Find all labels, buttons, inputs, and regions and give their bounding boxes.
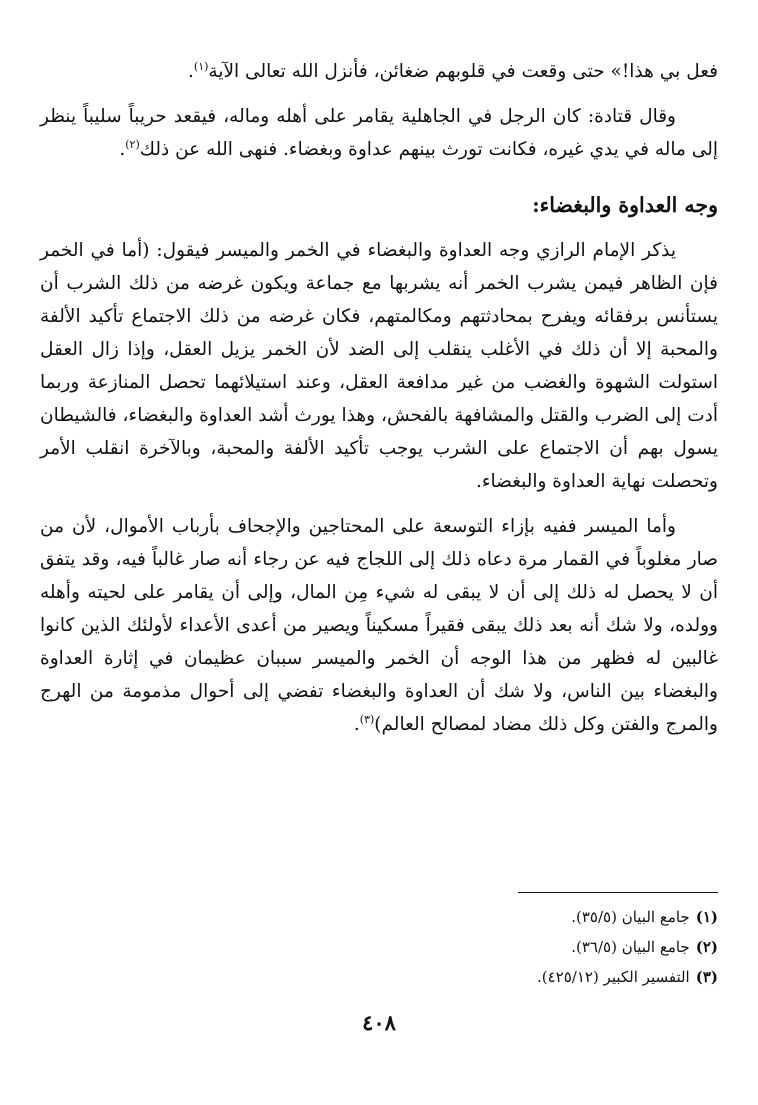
page-number: ٤٠٨ (362, 1010, 396, 1035)
footnote-1-number: (١) (695, 908, 718, 926)
footnote-3-text: التفسير الكبير (٤٢٥/١٢). (536, 968, 690, 986)
footnote-2-text: جامع البيان (٣٦/٥). (571, 938, 690, 956)
paragraph-4 (40, 510, 718, 741)
spacer (40, 222, 718, 234)
paragraph-4-text: وأما الميسر ففيه بإزاء التوسعة على المحتاجين والإجحاف بأرباب الأموال، لأن من صار مغلوباً في القمار مرة دعاه ذلك إلى اللجاج فيه عن رجاء أنه صار غالباً فيه، وقد يتفق أن لا يحصل له ذلك إلى أن لا يبقى له شيء مِن المال، وإلى أن يقامر على لحيته وأهله وولده، ولا شك أنه بعد ذلك يبقى فقيراً مسكيناً ويصير من أعدى الأعداء لأولئك الذين كانوا غالبين له فظهر من هذا الوجه أن الخمر والميسر سببان عظيمان في إثارة العداوة والبغضاء بين الناس، ولا شك أن العداوة والبغضاء تفضي إلى أحوال مذمومة من الهرج والمرج والفتن وكل ذلك مضاد لمصالح العالم) (40, 516, 718, 735)
paragraph-4-tail: . (353, 714, 360, 735)
page-body (40, 55, 718, 741)
footnote-ref-3: (٣) (359, 712, 375, 726)
footnote-1-text: جامع البيان (٣٥/٥). (571, 908, 690, 926)
paragraph-3 (40, 234, 718, 498)
paragraph-2 (40, 100, 718, 166)
footnote-3-number: (٣) (695, 968, 718, 986)
footnotes (318, 902, 718, 992)
paragraph-1-tail: . (188, 61, 194, 82)
paragraph-1 (40, 55, 718, 88)
footnote-ref-2: (٢) (125, 137, 140, 151)
spacer (40, 88, 718, 100)
footnote-2-number: (٢) (695, 938, 718, 956)
paragraph-1-text: فعل بي هذا!» حتى وقعت في قلوبهم ضغائن، فأنزل الله تعالى الآية (208, 61, 718, 82)
paragraph-2-text: وقال قتادة: كان الرجل في الجاهلية يقامر على أهله وماله، فيقعد حريباً سليباً ينظر إلى ماله في يدي غيره، فكانت تورث بينهم عداوة وبغضاء. فنهى الله عن ذلك (40, 106, 718, 160)
spacer (40, 498, 718, 510)
footnote-ref-1: (١) (193, 59, 209, 73)
footnote-3 (318, 962, 718, 992)
footnote-2 (318, 932, 718, 962)
footnote-divider (518, 892, 718, 893)
section-heading: وجه العداوة والبغضاء: (532, 193, 718, 217)
paragraph-2-tail: . (119, 139, 126, 160)
spacer (40, 166, 718, 188)
paragraph-3-text: يذكر الإمام الرازي وجه العداوة والبغضاء في الخمر والميسر فيقول: (أما في الخمر فإن الظاهر فيمن يشرب الخمر أنه يشربها مع جماعة ويكون غرضه من ذلك الشرب أن يستأنس برفقائه ويفرح بمحادثتهم ومكالمتهم، فكان غرضه من ذلك الاجتماع تأكيد الألفة والمحبة إلا أن ذلك في الأغلب ينقلب إلى الضد لأن الخمر يزيل العقل، وإذا زال العقل استولت الشهوة والغضب من غير مدافعة العقل، وعند استيلائهما تحصل المنازعة وربما أدت إلى الضرب والقتل والمشافهة بالفحش، وهذا يورث أشد العداوة والبغضاء، فالشيطان يسول بهم أن الاجتماع على الشرب يوجب تأكيد الألفة والمحبة، وبالآخرة انقلب الأمر وتحصلت نهاية العداوة والبغضاء. (40, 240, 718, 492)
footnote-1 (318, 902, 718, 932)
